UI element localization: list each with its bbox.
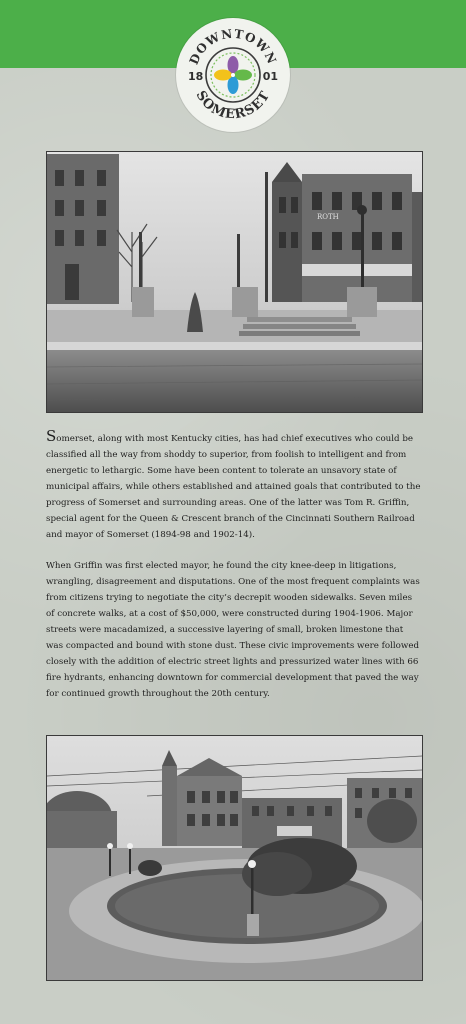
historic-photo-street-view (46, 151, 423, 413)
street-view-illustration (47, 152, 422, 412)
logo-year-right: 01 (262, 70, 278, 83)
article-text (46, 427, 422, 717)
logo-top-word: DOWNTOWN (186, 26, 280, 67)
logo-bottom-word: SOMERSET (192, 88, 274, 123)
paragraph-1-text: omerset, along with most Kentucky cities, has had chief executives who could be classified all the way from shoddy to superior, from foolish to intelligent and from energetic to lethargic. Some have been content to tolerate an unsavory state of municipal affairs, while others established and attained goals that contributed to the progress of Somerset and surrounding areas. One of the latter was Tom R. Griffin, special agent for the Queen & Crescent branch of the Cincinnati Southern Railroad and mayor of Somerset (1894-98 and 1902-14). (46, 434, 421, 540)
historic-photo-fountain-square (46, 735, 423, 981)
downtown-somerset-logo (176, 18, 290, 132)
logo-year-left: 18 (188, 70, 204, 83)
article-paragraph-2: When Griffin was first elected mayor, he found the city knee-deep in litigations, wrangling, disagreement and disputations. One of the most frequent complaints was from citizens trying to negotiate the city’s decrepit wooden sidewalks. Seven miles of concrete walks, at a cost of $50,000, were constructed during 1904-1906. Major streets were macadamized, a successive layering of small, broken limestone that was compacted and bound with stone dust. These civic improvements were followed closely with the addition of electric street lights and pressurized water lines with 66 fire hydrants, enhancing downtown for commercial development that paved the way for continued growth throughout the 20th century. (46, 561, 420, 699)
storefront-sign: ROTH (317, 213, 339, 221)
fountain-square-illustration (47, 736, 422, 980)
drop-cap: S (46, 427, 57, 445)
article-paragraph-1 (46, 427, 422, 543)
flower-icon (214, 56, 252, 94)
